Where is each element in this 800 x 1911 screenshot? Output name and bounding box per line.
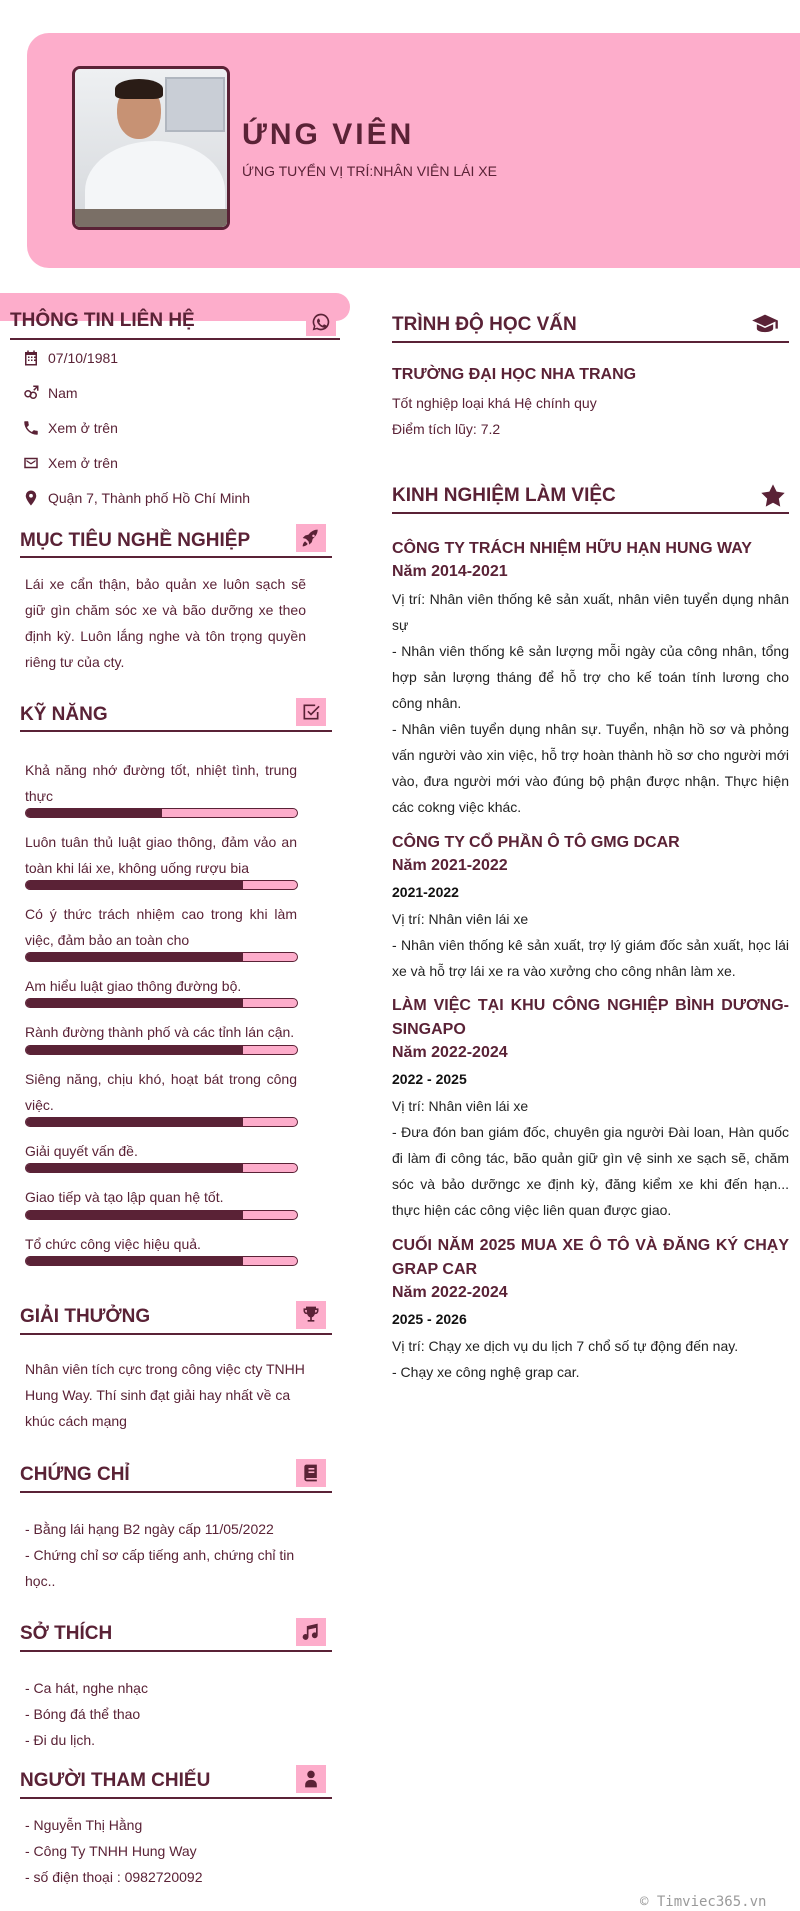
job-company: LÀM VIỆC TẠI KHU CÔNG NGHIỆP BÌNH DƯƠNG-SINGAPO: [392, 997, 789, 1038]
job-description: Vị trí: Chạy xe dịch vụ du lịch 7 chổ số tự động đến nay.: [392, 1338, 739, 1354]
skill-progress-fill: [26, 809, 162, 817]
hobby-line: - Ca hát, nghe nhạc: [25, 1680, 148, 1696]
skill-progress-fill: [26, 1046, 243, 1054]
applied-position: ỨNG TUYỂN VỊ TRÍ:NHÂN VIÊN LÁI XE: [242, 163, 497, 179]
skill-label: Khả năng nhớ đường tốt, nhiệt tình, trung thực: [25, 762, 297, 804]
skill-label: Siêng năng, chịu khó, hoạt bát trong công việc.: [25, 1071, 297, 1113]
section-divider: [20, 730, 332, 732]
certificate-line: - Bằng lái hạng B2 ngày cấp 11/05/2022: [25, 1521, 274, 1537]
hobby-line: - Bóng đá thể thao: [25, 1706, 141, 1722]
contact-gender: Nam: [20, 382, 78, 404]
hobby-line: - Đi du lịch.: [25, 1732, 96, 1748]
skill-label: Tổ chức công việc hiệu quả.: [25, 1236, 201, 1252]
job-years: Năm 2021-2022: [392, 857, 508, 874]
job-description: Vị trí: Nhân viên lái xe: [392, 911, 529, 927]
skill-progress-fill: [26, 1164, 243, 1172]
job-description: Vị trí: Nhân viên lái xe: [392, 1098, 529, 1114]
skill-progress-bar: [25, 1256, 298, 1266]
skill-progress-bar: [25, 952, 298, 962]
skill-progress-fill: [26, 881, 243, 889]
objective-text: Lái xe cẩn thận, bảo quản xe luôn sạch sẽ giữ gìn chăm sóc xe và bão dưỡng xe theo định kỳ. Luôn lắng nghe và tôn trọng quyền riêng tư của cty.: [25, 576, 306, 670]
education-school: TRƯỜNG ĐẠI HỌC NHA TRANG: [392, 366, 637, 383]
job-description: - Đưa đón ban giám đốc, chuyên gia người Đài loan, Hàn quốc đi làm đi công tác, bão quản giữ gìn vệ sinh xe sạch sẽ, chăm sóc và bảo dưỡngc xe định kỳ, đăng kiểm xe khi đến hạn... thực hiện các công việc liên quan được giao.: [392, 1124, 789, 1218]
section-divider: [392, 341, 789, 343]
job-description: - Nhân viên tuyển dụng nhân sự. Tuyển, nhận hồ sơ và phỏng vấn người vào xin việc, hỗ trợ hoàn thành hồ sơ cho người mới vào, đưa người mới vào đúng bộ phận được nhận. Thực hiện các cokng việc khác.: [392, 721, 789, 815]
trophy-icon: [296, 1301, 326, 1329]
reference-line: - số điện thoại : 0982720092: [25, 1869, 203, 1885]
skill-progress-fill: [26, 1257, 243, 1265]
section-divider: [20, 1491, 332, 1493]
job-period: 2021-2022: [392, 884, 459, 900]
gender-icon: [20, 383, 42, 403]
user-icon: [296, 1765, 326, 1793]
section-divider: [20, 1333, 332, 1335]
skill-label: Am hiểu luật giao thông đường bộ.: [25, 978, 242, 994]
awards-text: Nhân viên tích cực trong công việc cty TNHH Hung Way. Thí sinh đạt giải hay nhất về ca khúc cách mạng: [25, 1361, 305, 1429]
education-line: Điểm tích lũy: 7.2: [392, 421, 501, 437]
job-description: - Nhân viên thống kê sản xuất, trợ lý giám đốc sản xuất, học lái xe và hỗ trợ lái xe ra vào xưởng cho công nhân làm xe.: [392, 937, 789, 979]
music-icon: [296, 1618, 326, 1646]
objective-title: MỤC TIÊU NGHỀ NGHIỆP: [20, 530, 251, 551]
reference-line: - Công Ty TNHH Hung Way: [25, 1843, 197, 1859]
skill-progress-bar: [25, 1163, 298, 1173]
graduation-cap-icon: [750, 310, 780, 338]
experience-title: KINH NGHIỆM LÀM VIỆC: [392, 485, 616, 506]
whatsapp-icon: [306, 308, 336, 336]
skill-label: Luôn tuân thủ luật giao thông, đảm vảo an toàn khi lái xe, không uống rượu bia: [25, 834, 297, 876]
skill-progress-bar: [25, 880, 298, 890]
skill-progress-fill: [26, 1211, 243, 1219]
section-divider: [10, 338, 340, 340]
skill-label: Giải quyết vấn đề.: [25, 1143, 138, 1159]
hobbies-title: SỞ THÍCH: [20, 1623, 113, 1644]
skill-progress-fill: [26, 999, 243, 1007]
contact-phone: Xem ở trên: [20, 417, 118, 439]
email-icon: [20, 453, 42, 473]
job-company: CÔNG TY TRÁCH NHIỆM HỮU HẠN HUNG WAY: [392, 540, 752, 557]
phone-icon: [20, 418, 42, 438]
references-title: NGƯỜI THAM CHIẾU: [20, 1770, 211, 1791]
skill-progress-fill: [26, 1118, 243, 1126]
job-description: Vị trí: Nhân viên thống kê sản xuất, nhân viên tuyển dụng nhân sự: [392, 591, 789, 633]
skill-label: Có ý thức trách nhiệm cao trong khi làm việc, đảm bảo an toàn cho: [25, 906, 297, 948]
section-divider: [20, 1797, 332, 1799]
certificates-title: CHỨNG CHỈ: [20, 1464, 130, 1485]
avatar: [72, 66, 230, 230]
skill-progress-bar: [25, 998, 298, 1008]
skill-progress-bar: [25, 1117, 298, 1127]
skill-progress-fill: [26, 953, 243, 961]
contact-title: THÔNG TIN LIÊN HỆ: [10, 310, 195, 331]
skill-label: Rành đường thành phố và các tỉnh lán cận.: [25, 1024, 295, 1040]
reference-line: - Nguyễn Thị Hằng: [25, 1817, 143, 1833]
job-years: Năm 2014-2021: [392, 563, 508, 580]
job-years: Năm 2022-2024: [392, 1284, 508, 1301]
skill-progress-bar: [25, 1210, 298, 1220]
skill-progress-bar: [25, 808, 298, 818]
job-period: 2022 - 2025: [392, 1071, 467, 1087]
job-period: 2025 - 2026: [392, 1311, 467, 1327]
skill-progress-bar: [25, 1045, 298, 1055]
section-divider: [20, 1650, 332, 1652]
rocket-icon: [296, 524, 326, 552]
education-title: TRÌNH ĐỘ HỌC VẤN: [392, 314, 577, 335]
calendar-icon: [20, 348, 42, 368]
contact-address: Quận 7, Thành phố Hồ Chí Minh: [20, 487, 250, 509]
certificate-line: - Chứng chỉ sơ cấp tiếng anh, chứng chỉ tin học..: [25, 1547, 295, 1589]
section-divider: [392, 512, 789, 514]
education-line: Tốt nghiệp loại khá Hệ chính quy: [392, 395, 597, 411]
job-company: CUỐI NĂM 2025 MUA XE Ô TÔ VÀ ĐĂNG KÝ CHẠY GRAP CAR: [392, 1237, 789, 1278]
contact-birthdate: 07/10/1981: [20, 347, 118, 369]
checkbox-icon: [296, 698, 326, 726]
awards-title: GIẢI THƯỞNG: [20, 1306, 151, 1327]
star-icon: [758, 482, 788, 510]
section-divider: [20, 556, 332, 558]
job-description: - Chạy xe công nghệ grap car.: [392, 1364, 580, 1380]
skills-title: KỸ NĂNG: [20, 704, 108, 725]
contact-email: Xem ở trên: [20, 452, 118, 474]
job-description: - Nhân viên thống kê sản lượng mỗi ngày của công nhân, tổng hợp sản lượng tháng để hỗ trợ cho kế toán tính lương cho công nhân.: [392, 643, 789, 711]
skill-label: Giao tiếp và tạo lập quan hệ tốt.: [25, 1189, 224, 1205]
job-years: Năm 2022-2024: [392, 1044, 508, 1061]
candidate-name: ỨNG VIÊN: [242, 118, 415, 151]
book-icon: [296, 1459, 326, 1487]
footer-watermark: © Timviec365.vn: [640, 1894, 767, 1910]
location-icon: [20, 488, 42, 508]
job-company: CÔNG TY CỔ PHẦN Ô TÔ GMG DCAR: [392, 834, 680, 851]
